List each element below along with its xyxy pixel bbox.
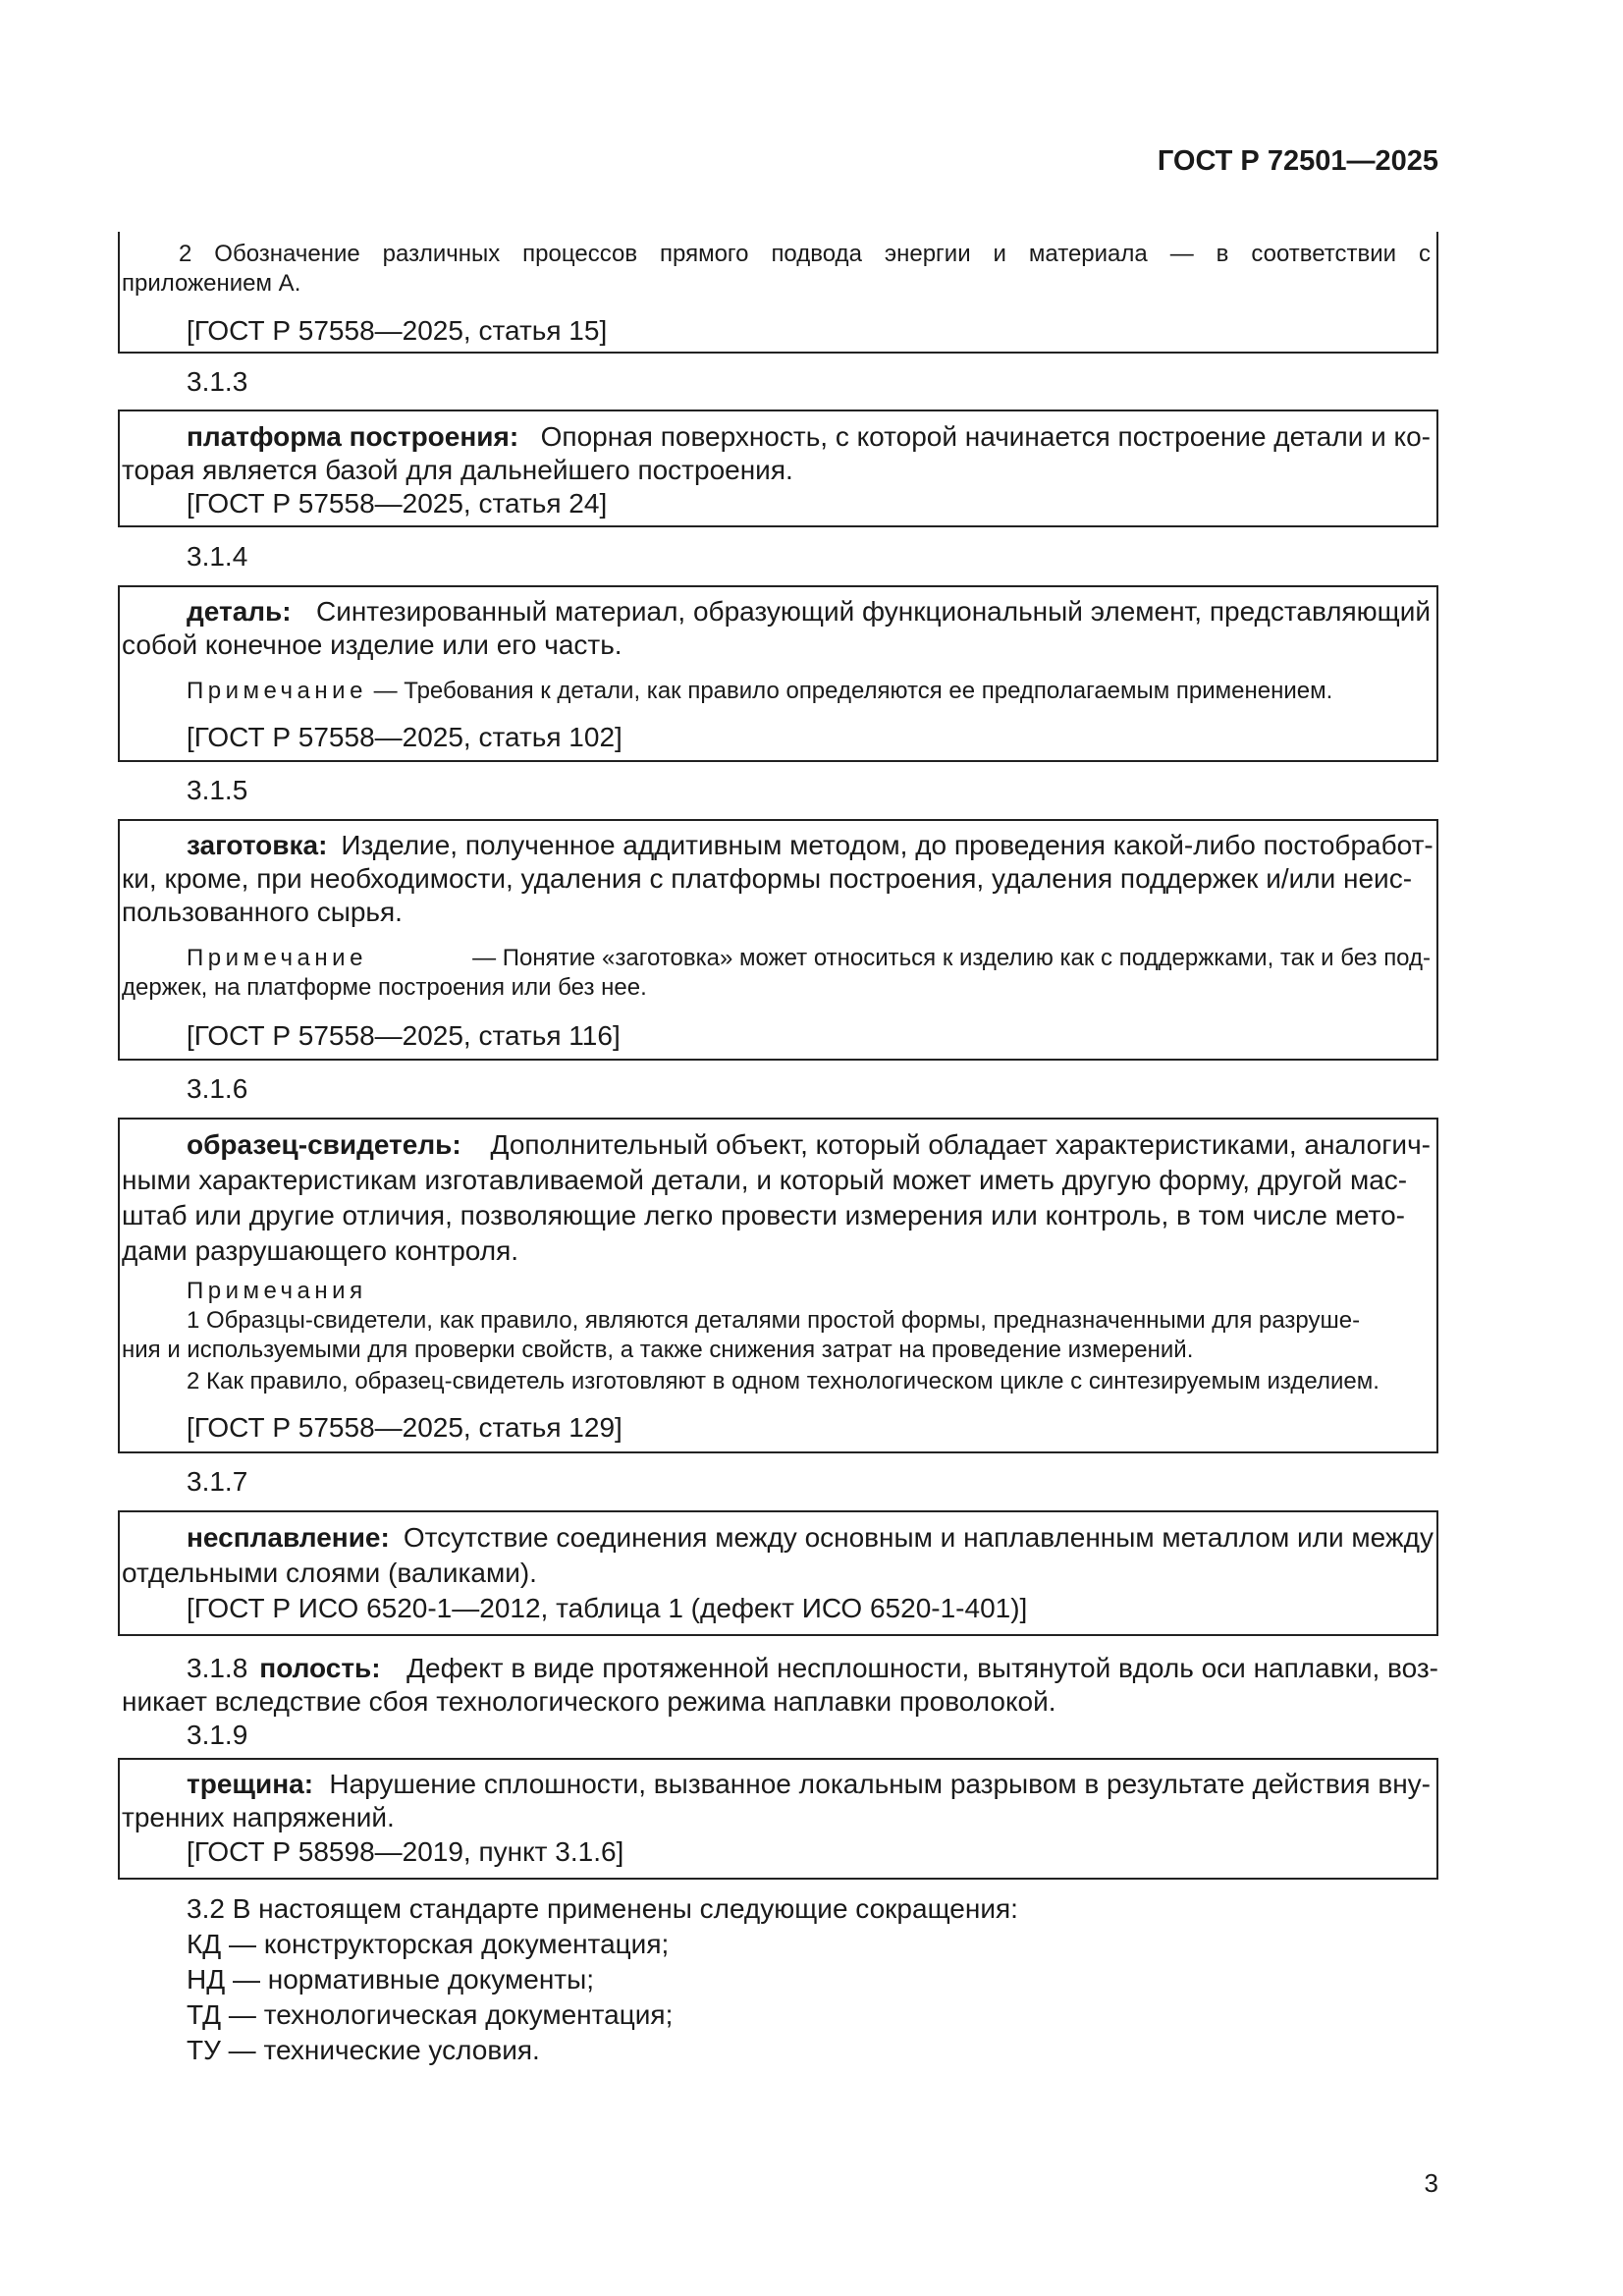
source-reference: [ГОСТ Р 57558—2025, статья 129]: [187, 1412, 622, 1443]
term-line-1: [187, 1652, 1438, 1685]
term-line-2: никает вследствие сбоя технологического режима наплавки проволокой.: [122, 1686, 1056, 1717]
note-line-2: держек, на платформе построения или без нее.: [122, 974, 647, 1001]
term-definition: Изделие, полученное аддитивным методом, до проведения какой-либо постобработ-: [341, 830, 1434, 860]
term-line-2: собой конечное изделие или его часть.: [122, 629, 622, 660]
term-number: 3.1.4: [187, 541, 248, 572]
term-line-4: дами разрушающего контроля.: [122, 1235, 519, 1266]
term-number: 3.1.9: [187, 1720, 248, 1750]
source-reference: [ГОСТ Р 57558—2025, статья 15]: [187, 315, 608, 346]
term-name: образец-свидетель:: [187, 1129, 461, 1160]
term-name: несплавление:: [187, 1522, 390, 1553]
term-definition: Дефект в виде протяженной несплошности, вытянутой вдоль оси наплавки, воз-: [406, 1653, 1438, 1683]
note-text: — Понятие «заготовка» может относиться к изделию как с поддержками, так и без под-: [472, 945, 1431, 971]
term-line-1: [187, 1768, 1431, 1801]
term-line-1: [187, 829, 1434, 862]
abbreviation-item: НД — нормативные документы;: [187, 1964, 595, 1995]
term-line-2: ки, кроме, при необходимости, удаления с платформы построения, удаления поддержек и/или неис-: [122, 863, 1413, 894]
note-line-1: 2 Обозначение различных процессов прямого подвода энергии и материала — в соответствии с: [179, 241, 1431, 267]
term-definition: Отсутствие соединения между основным и наплавленным металлом или между: [403, 1522, 1434, 1553]
term-line-1: [187, 420, 1431, 454]
term-name: платформа построения:: [187, 421, 519, 452]
term-line-2: тренних напряжений.: [122, 1802, 395, 1832]
term-number: 3.1.8: [187, 1653, 248, 1683]
source-reference: [ГОСТ Р 57558—2025, статья 24]: [187, 488, 608, 519]
term-definition: Опорная поверхность, с которой начинается построение детали и ко-: [540, 421, 1431, 452]
note-line-1: [187, 944, 1431, 973]
term-number: 3.1.7: [187, 1466, 248, 1497]
note-2: 2 Как правило, образец-свидетель изготовляют в одном технологическом цикле с синтезируемым изделием.: [187, 1368, 1380, 1394]
term-name: деталь:: [187, 596, 292, 627]
source-reference: [ГОСТ Р 58598—2019, пункт 3.1.6]: [187, 1836, 624, 1867]
term-line-1: [187, 595, 1431, 629]
note-line-2: приложением А.: [122, 270, 301, 297]
term-line-2: ными характеристикам изготавливаемой детали, и который может иметь другую форму, другой мас-: [122, 1165, 1408, 1195]
source-reference: [ГОСТ Р ИСО 6520-1—2012, таблица 1 (дефект ИСО 6520-1-401)]: [187, 1593, 1028, 1623]
term-number: 3.1.5: [187, 775, 248, 805]
section-intro: 3.2 В настоящем стандарте применены следующие сокращения:: [187, 1893, 1018, 1924]
note-line: [187, 677, 1332, 706]
term-name: заготовка:: [187, 830, 328, 860]
note-label: Примечание: [187, 945, 367, 971]
term-line-2: торая является базой для дальнейшего построения.: [122, 455, 793, 485]
notes-label: Примечания: [187, 1278, 367, 1304]
term-number: 3.1.3: [187, 366, 248, 397]
note-1-line-1: 1 Образцы-свидетели, как правило, являются деталями простой формы, предназначенными для разруше-: [187, 1307, 1361, 1334]
page-number: 3: [1424, 2168, 1438, 2198]
term-line-1: [187, 1521, 1434, 1555]
note-1-line-2: ния и используемыми для проверки свойств, а также снижения затрат на проведение измерений.: [122, 1337, 1194, 1363]
term-name: трещина:: [187, 1769, 314, 1799]
abbreviation-item: ТД — технологическая документация;: [187, 1999, 674, 2030]
note-text: — Требования к детали, как правило определяются ее предполагаемым применением.: [373, 678, 1333, 704]
term-definition: Дополнительный объект, который обладает характеристиками, аналогич-: [490, 1129, 1431, 1160]
term-line-1: [187, 1128, 1431, 1162]
abbreviation-item: ТУ — технические условия.: [187, 2035, 540, 2065]
term-definition: Синтезированный материал, образующий функциональный элемент, представляющий: [315, 596, 1431, 627]
term-name: полость:: [259, 1653, 381, 1683]
source-reference: [ГОСТ Р 57558—2025, статья 116]: [187, 1020, 621, 1051]
term-definition: Нарушение сплошности, вызванное локальным разрывом в результате действия вну-: [329, 1769, 1431, 1799]
term-line-3: пользованного сырья.: [122, 897, 403, 927]
abbreviation-item: КД — конструкторская документация;: [187, 1929, 670, 1959]
note-label: Примечание: [187, 678, 367, 704]
document-code: ГОСТ Р 72501—2025: [1157, 145, 1438, 177]
source-reference: [ГОСТ Р 57558—2025, статья 102]: [187, 722, 622, 752]
term-line-2: отдельными слоями (валиками).: [122, 1558, 537, 1588]
term-number: 3.1.6: [187, 1073, 248, 1104]
term-line-3: штаб или другие отличия, позволяющие легко провести измерения или контроль, в том числе мето-: [122, 1200, 1405, 1230]
